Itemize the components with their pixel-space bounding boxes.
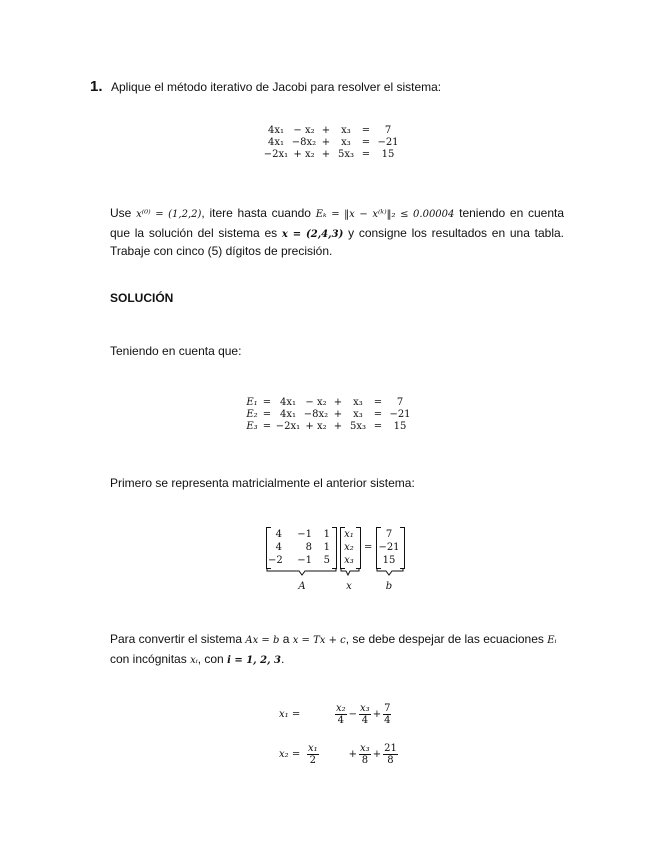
conversion-line-1 — [110, 630, 570, 650]
vector-cell: x₁ — [344, 529, 354, 540]
vector-cell: x₂ — [344, 542, 354, 553]
text-run: , con — [197, 652, 228, 666]
fraction — [383, 743, 398, 766]
text-run: Para convertir el sistema — [110, 632, 246, 646]
fraction — [359, 743, 371, 766]
matrix-cell: 1 — [323, 529, 330, 540]
problem-statement: Aplique el método iterativo de Jacobi para resolver el sistema: — [110, 80, 442, 94]
sys-cell: + — [321, 149, 331, 160]
sys-cell: −2x₁ — [275, 421, 301, 432]
denominator: 4 — [361, 714, 369, 726]
sys-cell: 4x₁ — [267, 137, 284, 148]
conversion-line-2 — [110, 650, 570, 670]
sys-cell: = — [262, 397, 272, 408]
sys-cell: x₃ — [341, 125, 351, 136]
underbraces — [262, 567, 422, 585]
jacobi-x2 — [279, 740, 398, 768]
numerator: x₁ — [308, 742, 318, 754]
instructions-line-2 — [110, 224, 564, 244]
sys-cell: − x₂ — [305, 397, 327, 408]
fraction — [307, 743, 319, 766]
sys-cell: −2x₁ — [263, 149, 289, 160]
numerator: 21 — [384, 742, 397, 754]
sys-cell: = — [361, 149, 371, 160]
initial-guess: x⁽⁰⁾ = (1,2,2) — [136, 209, 202, 220]
sys-cell: + — [333, 409, 343, 420]
text-run: con incógnitas — [110, 652, 191, 666]
jacobi-x1 — [279, 700, 391, 728]
matrix-cell: −2 — [268, 555, 283, 566]
sys-cell: + — [333, 421, 343, 432]
matrix-cell: −1 — [297, 529, 312, 540]
equals-sign: = — [364, 542, 373, 553]
matrix-cell: 1 — [323, 542, 330, 553]
eq-label: E₁ — [246, 397, 258, 408]
sys-cell: 4x₁ — [279, 397, 296, 408]
sys-cell: x₃ — [353, 409, 363, 420]
formula-ei: Eᵢ — [547, 635, 557, 646]
eq-label: E₃ — [246, 421, 258, 432]
sys-cell: + x₂ — [293, 149, 315, 160]
numerator: x₂ — [336, 702, 346, 714]
text-run: , se debe despejar de las ecuaciones — [345, 632, 548, 646]
operator: + — [348, 748, 358, 760]
fraction — [335, 703, 347, 726]
sys-cell: 5x₃ — [349, 421, 366, 432]
underbrace-a — [267, 568, 336, 575]
matrix-cell: 5 — [323, 555, 330, 566]
sys-cell: 7 — [396, 397, 404, 408]
label-a: A — [298, 581, 306, 592]
sys-cell: = — [361, 137, 371, 148]
numerator: x₃ — [360, 742, 370, 754]
numerator: x₃ — [360, 702, 370, 714]
sys-cell: 4x₁ — [279, 409, 296, 420]
label-b: b — [385, 581, 393, 592]
sys-cell: = — [373, 421, 383, 432]
matrix-cell: 4 — [275, 542, 282, 553]
sys-cell: −8x₂ — [291, 137, 317, 148]
fraction — [383, 703, 391, 726]
sys-cell: + — [321, 125, 331, 136]
problem-number: 1. — [90, 78, 103, 95]
solution-heading: SOLUCIÓN — [110, 291, 174, 305]
underbrace-x — [341, 568, 359, 575]
sys-cell: 7 — [384, 125, 392, 136]
vector-cell: x₃ — [344, 555, 354, 566]
operator: − — [348, 708, 358, 720]
sys-cell: − x₂ — [293, 125, 315, 136]
operator: + — [372, 708, 382, 720]
formula-xtxc: x = Tx + c — [292, 635, 346, 646]
instructions-line-3: Trabaje con cinco (5) dígitos de precisión. — [110, 244, 333, 258]
sys-cell: + — [333, 397, 343, 408]
label-x: x — [346, 581, 352, 592]
formula-xi: xᵢ — [190, 655, 198, 666]
solution-intro: Teniendo en cuenta que: — [110, 344, 242, 358]
text-run: Use — [110, 206, 137, 220]
sys-cell: 15 — [393, 421, 407, 432]
matrix-equation — [262, 527, 422, 597]
formula-axb: Ax = b — [245, 635, 280, 646]
sys-cell: = — [262, 421, 272, 432]
sys-cell: = — [373, 397, 383, 408]
numerator: 7 — [384, 702, 391, 714]
stopping-criterion: Eₖ = ‖x − x⁽ᵏ⁾‖₂ ≤ 0.00004 — [315, 209, 455, 220]
text-run: teniendo en cuenta — [454, 206, 564, 220]
equation-system — [262, 125, 402, 161]
fraction — [359, 703, 371, 726]
instructions-line-1 — [110, 204, 564, 224]
matrix-cell: 4 — [275, 529, 282, 540]
bracket-right — [332, 527, 337, 569]
matrix-cell: 8 — [305, 542, 312, 553]
denominator: 8 — [387, 754, 394, 766]
vector-cell: 7 — [385, 529, 393, 540]
bracket-right — [356, 527, 361, 569]
sys-cell: = — [361, 125, 371, 136]
text-run: que la solución del sistema es — [110, 226, 282, 240]
instructions-paragraph — [110, 204, 564, 259]
sys-cell: = — [373, 409, 383, 420]
vector-cell: 15 — [382, 555, 396, 566]
text-run: a — [279, 632, 293, 646]
text-run: , itere hasta cuando — [201, 206, 316, 220]
formula-i-range: i = 1, 2, 3 — [227, 655, 282, 666]
sys-cell: = — [262, 409, 272, 420]
sys-cell: 4x₁ — [267, 125, 284, 136]
text-run: . — [281, 652, 285, 666]
conversion-paragraph — [110, 630, 570, 670]
denominator: 4 — [337, 714, 345, 726]
problem-header — [90, 78, 441, 96]
labeled-equation-system — [244, 397, 414, 433]
sys-cell: −21 — [389, 409, 411, 420]
sys-cell: −8x₂ — [303, 409, 329, 420]
denominator: 4 — [384, 714, 391, 726]
eq-label: E₂ — [246, 409, 258, 420]
x1-lhs: x₁ = — [279, 708, 301, 720]
matrix-cell: −1 — [297, 555, 312, 566]
sys-cell: + x₂ — [305, 421, 327, 432]
denominator: 8 — [361, 754, 369, 766]
matrix-intro: Primero se representa matricialmente el anterior sistema: — [110, 476, 415, 490]
vector-cell: −21 — [378, 542, 400, 553]
sys-cell: + — [321, 137, 331, 148]
denominator: 2 — [309, 754, 317, 766]
sys-cell: x₃ — [353, 397, 363, 408]
sys-cell: x₃ — [341, 137, 351, 148]
text-run: y consigne los resultados en una tabla. — [343, 226, 564, 240]
sys-cell: 15 — [381, 149, 395, 160]
sys-cell: 5x₃ — [337, 149, 354, 160]
underbrace-b — [377, 568, 403, 575]
exact-solution: x = (2,4,3) — [281, 229, 344, 240]
x2-lhs: x₂ = — [279, 748, 301, 760]
sys-cell: −21 — [377, 137, 399, 148]
operator: + — [372, 748, 382, 760]
bracket-right — [400, 527, 405, 569]
